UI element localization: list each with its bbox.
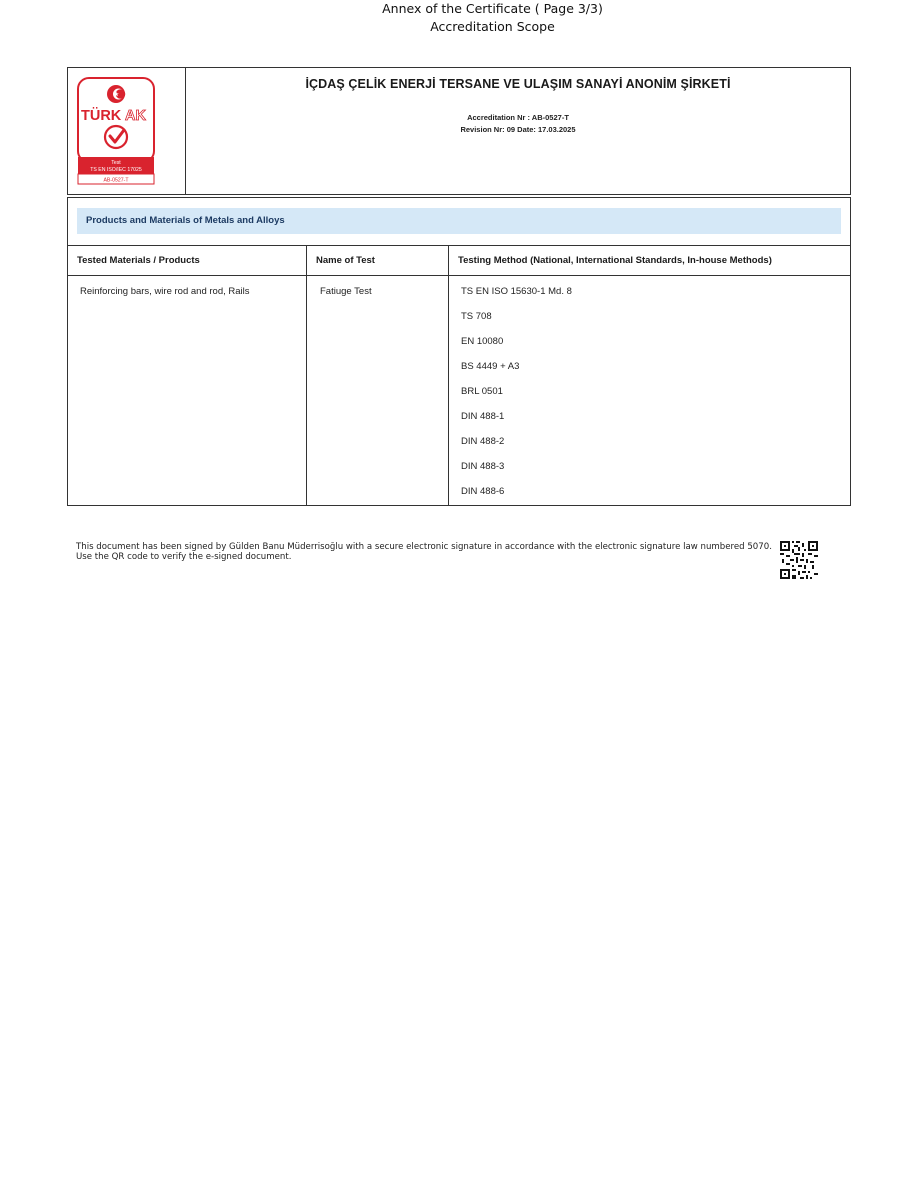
method-item: DIN 488-1 xyxy=(461,411,505,422)
qr-code[interactable] xyxy=(780,541,818,579)
logo-badge-code: AB-0527-T xyxy=(103,177,129,184)
accreditation-number: Accreditation Nr : AB-0527-T xyxy=(467,113,569,122)
company-cell xyxy=(186,68,850,194)
header-method: Testing Method (National, International Standards, In-house Methods) xyxy=(449,246,850,276)
method-list xyxy=(449,276,850,510)
scope-table xyxy=(67,245,851,506)
method-item: DIN 488-3 xyxy=(461,461,505,472)
materials-column xyxy=(68,246,307,505)
header-test-name: Name of Test xyxy=(307,246,448,276)
method-column xyxy=(449,246,850,505)
method-item: DIN 488-2 xyxy=(461,436,505,447)
method-item: DIN 488-6 xyxy=(461,486,505,497)
page-header xyxy=(0,0,918,36)
scope-title: Accreditation Scope xyxy=(430,19,555,34)
section-title: Products and Materials of Metals and Alloys xyxy=(77,208,841,234)
method-item: TS 708 xyxy=(461,311,492,322)
section-header-box xyxy=(67,197,851,246)
turkak-logo xyxy=(77,77,155,185)
logo-badge-standard: TS EN ISO/IEC 17025 xyxy=(90,167,142,173)
revision-info: Revision Nr: 09 Date: 17.03.2025 xyxy=(460,125,576,134)
logo-badge-test: Test xyxy=(111,160,121,166)
header-materials: Tested Materials / Products xyxy=(68,246,306,276)
method-item: EN 10080 xyxy=(461,336,504,347)
logo-brand-text-2: AK xyxy=(125,108,146,124)
certificate-header xyxy=(67,67,851,195)
test-name-column xyxy=(307,246,449,505)
logo-brand-text-1: TÜRK xyxy=(81,108,122,124)
method-item: TS EN ISO 15630-1 Md. 8 xyxy=(461,286,572,297)
signature-note: This document has been signed by Gülden Banu Müderrisoğlu with a secure electronic signature in accordance with the electronic signature law numbered 5070. Use the QR code to verify the e-signed document. xyxy=(76,542,772,562)
method-item: BRL 0501 xyxy=(461,386,503,397)
cell-test-name: Fatiuge Test xyxy=(320,286,372,297)
annex-title: Annex of the Certificate ( Page 3/3) xyxy=(382,1,603,16)
method-item: BS 4449 + A3 xyxy=(461,361,520,372)
cell-materials: Reinforcing bars, wire rod and rod, Rails xyxy=(80,286,250,297)
logo-cell xyxy=(68,68,186,194)
company-name: İÇDAŞ ÇELİK ENERJİ TERSANE VE ULAŞIM SANAYİ ANONİM ŞİRKETİ xyxy=(305,77,731,91)
